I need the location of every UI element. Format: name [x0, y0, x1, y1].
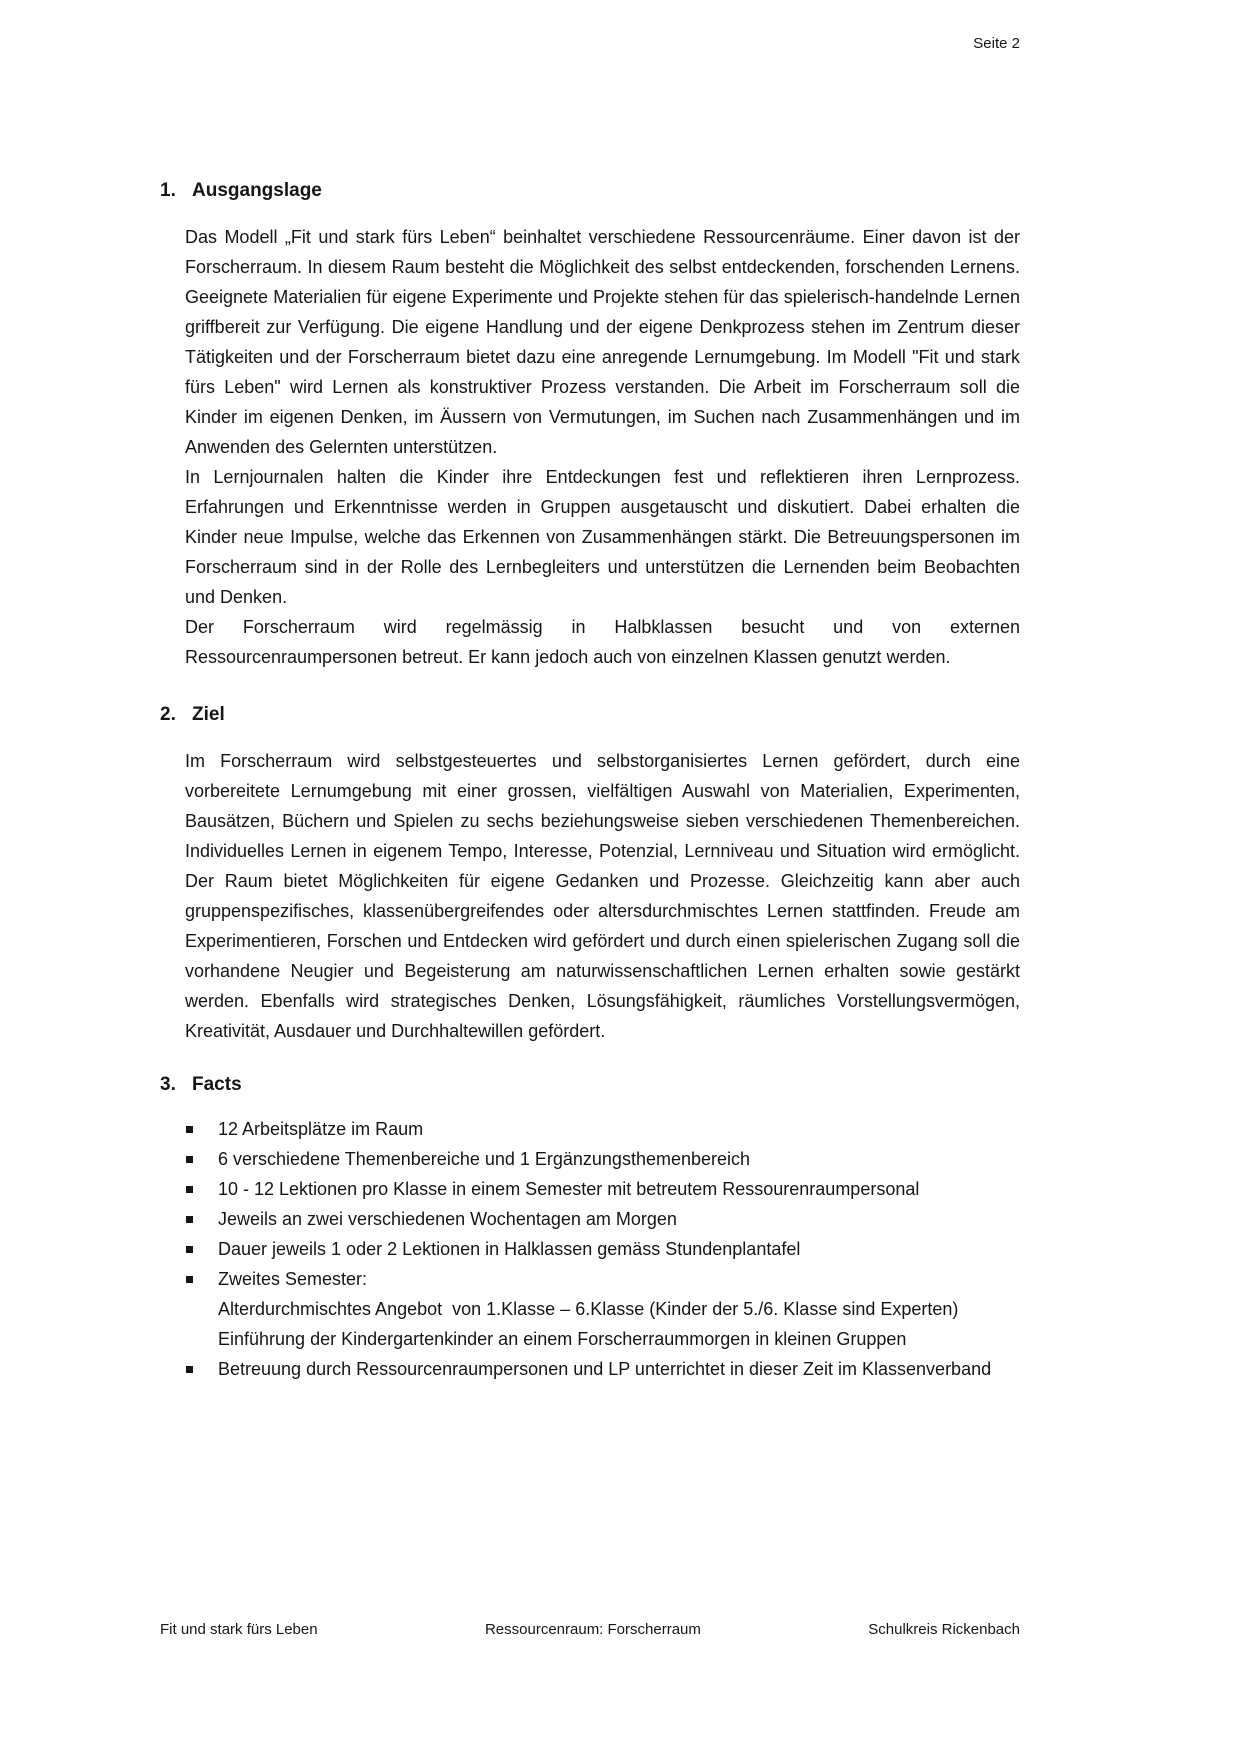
bullet-square-icon: [186, 1216, 193, 1223]
fact-item: [186, 1144, 1020, 1174]
fact-line: 10 - 12 Lektionen pro Klasse in einem Semester mit betreutem Ressourenraumpersonal: [218, 1179, 920, 1199]
paragraph: In Lernjournalen halten die Kinder ihre Entdeckungen fest und reflektieren ihren Lernprozess. Erfahrungen und Erkenntnisse werden in Gruppen ausgetauscht und diskutiert. Dabei erhalten die Kinder neue Impulse, welche das Erkennen von Zusammenhängen stärkt. Die Betreuungspersonen im Forscherraum sind in der Rolle des Lernbegleiters und unterstützen die Lernenden beim Beobachten und Denken.: [185, 467, 1020, 607]
bullet-square-icon: [186, 1156, 193, 1163]
section-2-heading: [160, 700, 1020, 730]
section-2-title: Ziel: [192, 704, 225, 725]
paragraph: Im Forscherraum wird selbstgesteuertes und selbstorganisiertes Lernen gefördert, durch eine vorbereitete Lernumgebung mit einer grossen, vielfältigen Auswahl von Materialien, Experimenten, Bausätzen, Büchern und Spielen zu sechs beziehungsweise sieben verschiedenen Themenbereichen. Individuelles Lernen in eigenem Tempo, Interesse, Potenzial, Lernniveau und Situation wird ermöglicht. Der Raum bietet Möglichkeiten für eigene Gedanken und Prozesse. Gleichzeitig kann aber auch gruppenspezifisches, klassenübergreifendes oder altersdurchmischtes Lernen stattfinden. Freude am Experimentieren, Forschen und Entdecken wird gefördert und durch einen spielerischen Zugang soll die vorhandene Neugier und Begeisterung am naturwissenschaftlichen Lernen erhalten sowie gestärkt werden. Ebenfalls wird strategisches Denken, Lösungsfähigkeit, räumliches Vorstellungsvermögen, Kreativität, Ausdauer und Durchhaltewillen gefördert.: [185, 751, 1020, 1041]
fact-item: [186, 1174, 1020, 1204]
document-body: [160, 176, 1020, 1384]
paragraph: Das Modell „Fit und stark fürs Leben“ beinhaltet verschiedene Ressourcenräume. Einer davon ist der Forscherraum. In diesem Raum besteht die Möglichkeit des selbst entdeckenden, forschenden Lernens. Geeignete Materialien für eigene Experimente und Projekte stehen für das spielerisch-handelnde Lernen griffbereit zur Verfügung. Die eigene Handlung und der eigene Denkprozess stehen im Zentrum dieser Tätigkeiten und der Forscherraum bietet dazu eine anregende Lernumgebung. Im Modell "Fit und stark fürs Leben" wird Lernen als konstruktiver Prozess verstanden. Die Arbeit im Forscherraum soll die Kinder im eigenen Denken, im Äussern von Vermutungen, im Suchen nach Zusammenhängen und im Anwenden des Gelernten unterstützen.: [185, 227, 1020, 457]
section-1-heading: [160, 176, 1020, 206]
section-1-body: [185, 222, 1020, 672]
section-2-number: 2.: [160, 704, 176, 725]
section-3-heading: [160, 1070, 1020, 1100]
page-number: Seite 2: [973, 35, 1020, 52]
fact-line: Einführung der Kindergartenkinder an einem Forscherraummorgen in kleinen Gruppen: [218, 1329, 907, 1349]
fact-item: [186, 1264, 1020, 1354]
section-1-number: 1.: [160, 180, 176, 201]
fact-line: 12 Arbeitsplätze im Raum: [218, 1119, 424, 1139]
footer-right: Schulkreis Rickenbach: [868, 1621, 1020, 1638]
fact-line: Dauer jeweils 1 oder 2 Lektionen in Halklassen gemäss Stundenplantafel: [218, 1239, 801, 1259]
fact-item: [186, 1234, 1020, 1264]
section-2-body: [185, 746, 1020, 1046]
facts-list: [186, 1114, 1020, 1384]
section-1-title: Ausgangslage: [192, 180, 322, 201]
section-3-number: 3.: [160, 1074, 176, 1095]
footer-left: Fit und stark fürs Leben: [160, 1621, 318, 1638]
paragraph: Der Forscherraum wird regelmässig in Halbklassen besucht und von externen Ressourcenraumpersonen betreut. Er kann jedoch auch von einzelnen Klassen genutzt werden.: [185, 617, 1020, 667]
fact-line: Jeweils an zwei verschiedenen Wochentagen am Morgen: [218, 1209, 677, 1229]
bullet-square-icon: [186, 1246, 193, 1253]
fact-line: Zweites Semester:: [218, 1269, 368, 1289]
fact-line: 6 verschiedene Themenbereiche und 1 Ergänzungsthemenbereich: [218, 1149, 751, 1169]
bullet-square-icon: [186, 1276, 193, 1283]
fact-item: [186, 1354, 1020, 1384]
fact-line: Alterdurchmischtes Angebot von 1.Klasse – 6.Klasse (Kinder der 5./6. Klasse sind Experten): [218, 1299, 959, 1319]
fact-item: [186, 1204, 1020, 1234]
section-3-title: Facts: [192, 1074, 242, 1095]
page-footer: [160, 1620, 1020, 1640]
bullet-square-icon: [186, 1366, 193, 1373]
fact-item: [186, 1114, 1020, 1144]
fact-line: Betreuung durch Ressourcenraumpersonen und LP unterrichtet in dieser Zeit im Klassenverband: [218, 1359, 992, 1379]
bullet-square-icon: [186, 1126, 193, 1133]
bullet-square-icon: [186, 1186, 193, 1193]
footer-center: Ressourcenraum: Forscherraum: [484, 1621, 701, 1638]
